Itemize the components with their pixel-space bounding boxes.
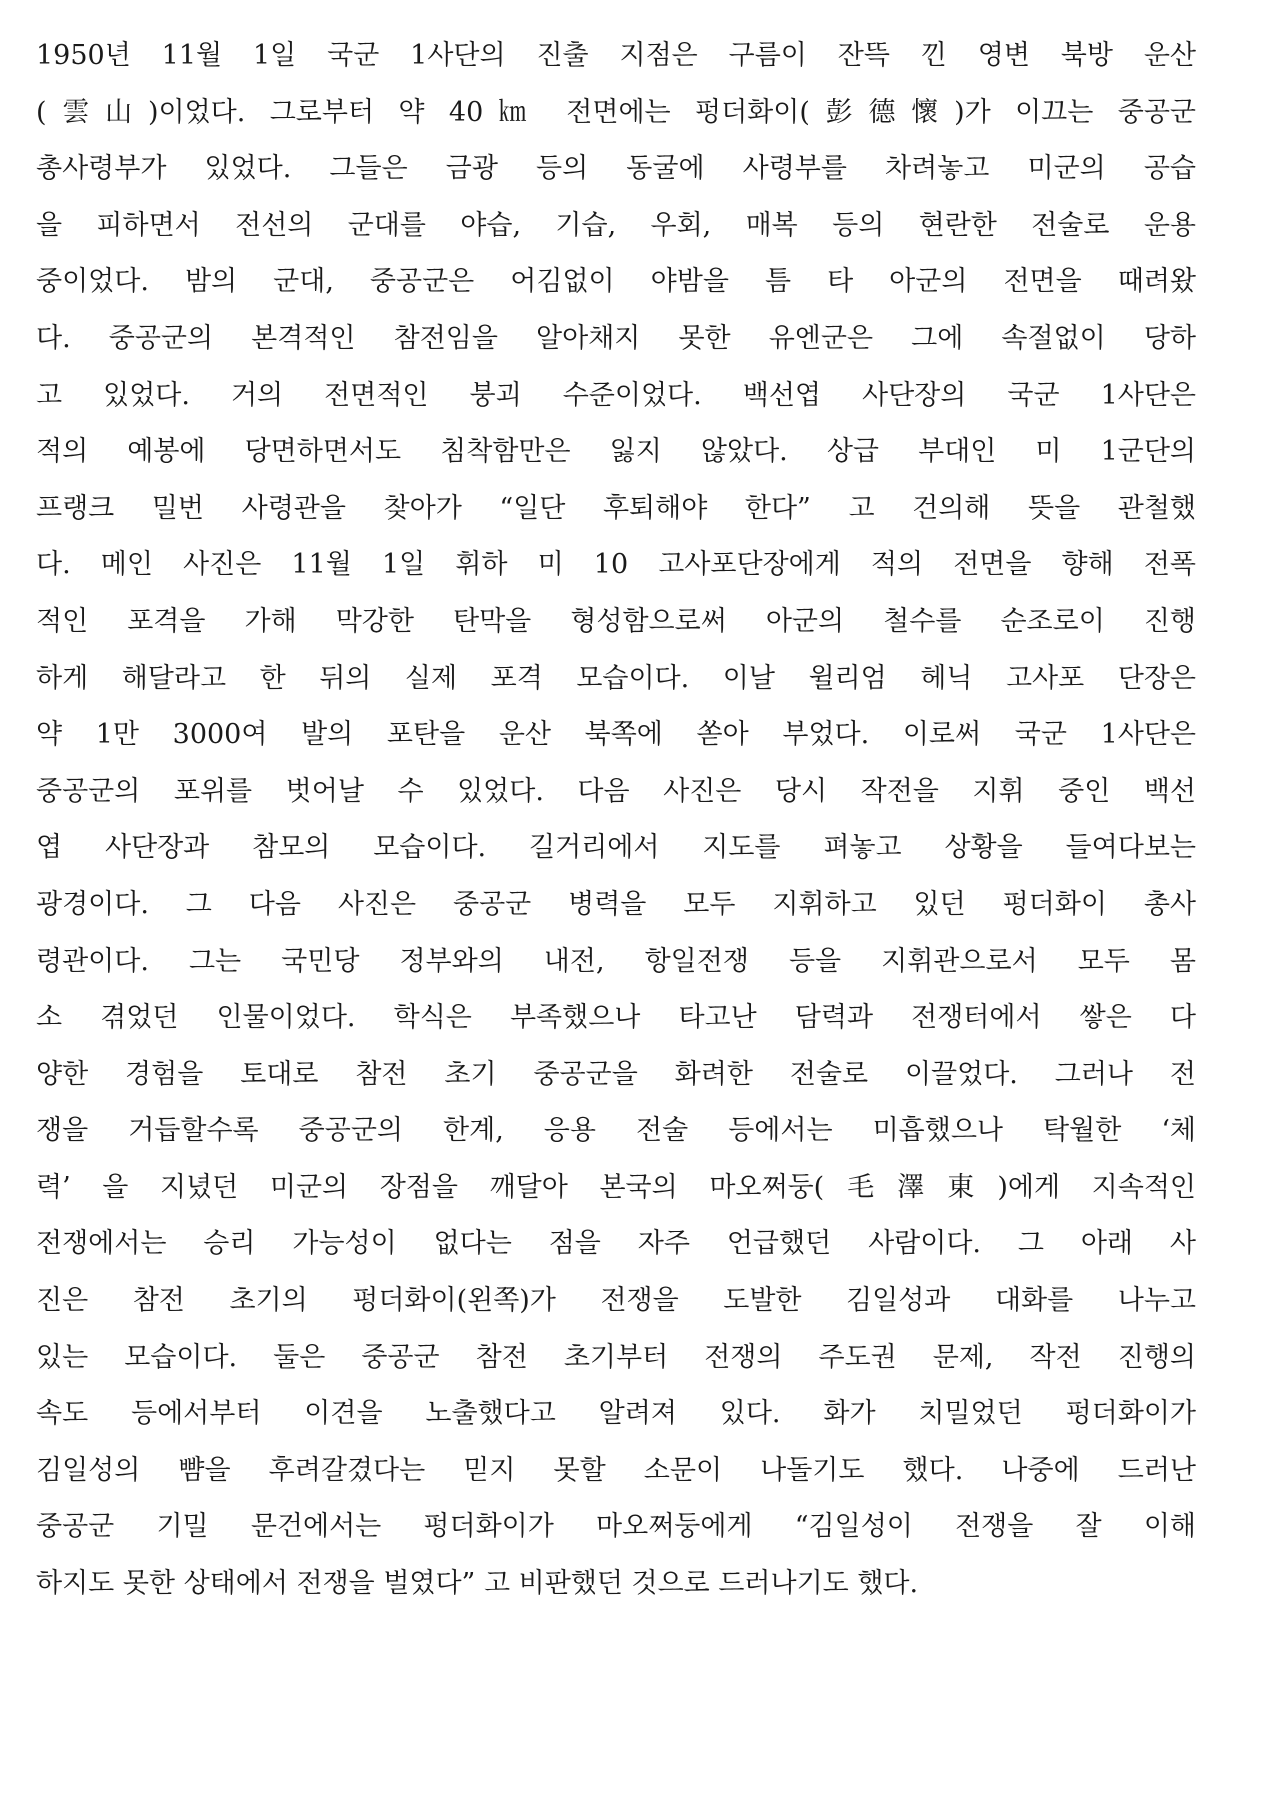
text-line: 하지도 못한 상태에서 전쟁을 벌였다” 고 비판했던 것으로 드러나기도 했다. — [36, 1568, 919, 1600]
text-line: 다. 메인 사진은 11월 1일 휘하 미 10 고사포단장에게 적의 전면을 향해 전폭 — [36, 549, 1196, 581]
text-line: 소 겪었던 인물이었다. 학식은 부족했으나 타고난 담력과 전쟁터에서 쌓은 다 — [36, 1002, 1196, 1034]
text-line: 광경이다. 그 다음 사진은 중공군 병력을 모두 지휘하고 있던 펑더화이 총사 — [36, 888, 1196, 920]
text-line: 하게 해달라고 한 뒤의 실제 포격 모습이다. 이날 윌리엄 헤닉 고사포 단장은 — [36, 662, 1196, 694]
text-line: 력’ 을 지녔던 미군의 장점을 깨달아 본국의 마오쩌둥(毛澤東)에게 지속적인 — [36, 1171, 1196, 1203]
text-line: 고 있었다. 거의 전면적인 붕괴 수준이었다. 백선엽 사단장의 국군 1사단은 — [36, 379, 1196, 411]
text-line: 중공군 기밀 문건에서는 펑더화이가 마오쩌둥에게 “김일성이 전쟁을 잘 이해 — [36, 1511, 1196, 1543]
text-line: 진은 참전 초기의 펑더화이(왼쪽)가 전쟁을 도발한 김일성과 대화를 나누고 — [36, 1285, 1196, 1317]
text-line: 을 피하면서 전선의 군대를 야습, 기습, 우회, 매복 등의 현란한 전술로 운용 — [36, 209, 1196, 241]
text-line: 양한 경험을 토대로 참전 초기 중공군을 화려한 전술로 이끌었다. 그러나 전 — [36, 1058, 1196, 1090]
text-line: 총사령부가 있었다. 그들은 금광 등의 동굴에 사령부를 차려놓고 미군의 공습 — [36, 153, 1196, 185]
text-line: 쟁을 거듭할수록 중공군의 한계, 응용 전술 등에서는 미흡했으나 탁월한 ‘체 — [36, 1115, 1196, 1147]
text-line: 약 1만 3000여 발의 포탄을 운산 북쪽에 쏟아 부었다. 이로써 국군 1사단은 — [36, 719, 1196, 751]
text-line: 프랭크 밀번 사령관을 찾아가 “일단 후퇴해야 한다” 고 건의해 뜻을 관철했 — [36, 492, 1196, 524]
text-line: 적의 예봉에 당면하면서도 침착함만은 잃지 않았다. 상급 부대인 미 1군단의 — [36, 436, 1196, 468]
text-line: 중공군의 포위를 벗어날 수 있었다. 다음 사진은 당시 작전을 지휘 중인 백선 — [36, 775, 1196, 807]
text-line: (雲山)이었다. 그로부터 약 40㎞ 전면에는 펑더화이(彭德懷)가 이끄는 중공군 — [36, 96, 1196, 128]
text-line: 있는 모습이다. 둘은 중공군 참전 초기부터 전쟁의 주도권 문제, 작전 진행의 — [36, 1341, 1196, 1373]
text-line: 령관이다. 그는 국민당 정부와의 내전, 항일전쟁 등을 지휘관으로서 모두 몸 — [36, 945, 1196, 977]
text-line: 중이었다. 밤의 군대, 중공군은 어김없이 야밤을 틈 타 아군의 전면을 때려왔 — [36, 266, 1196, 298]
text-line: 김일성의 뺨을 후려갈겼다는 믿지 못할 소문이 나돌기도 했다. 나중에 드러난 — [36, 1454, 1196, 1486]
text-line: 속도 등에서부터 이견을 노출했다고 알려져 있다. 화가 치밀었던 펑더화이가 — [36, 1398, 1196, 1430]
article-body — [36, 28, 1196, 1613]
text-line: 다. 중공군의 본격적인 참전임을 알아채지 못한 유엔군은 그에 속절없이 당하 — [36, 322, 1196, 354]
text-line: 1950년 11월 1일 국군 1사단의 진출 지점은 구름이 잔뜩 낀 영변 북방 운산 — [36, 40, 1196, 71]
text-line: 전쟁에서는 승리 가능성이 없다는 점을 자주 언급했던 사람이다. 그 아래 사 — [36, 1228, 1196, 1260]
text-line: 엽 사단장과 참모의 모습이다. 길거리에서 지도를 펴놓고 상황을 들여다보는 — [36, 832, 1196, 864]
text-line: 적인 포격을 가해 막강한 탄막을 형성함으로써 아군의 철수를 순조로이 진행 — [36, 605, 1196, 637]
